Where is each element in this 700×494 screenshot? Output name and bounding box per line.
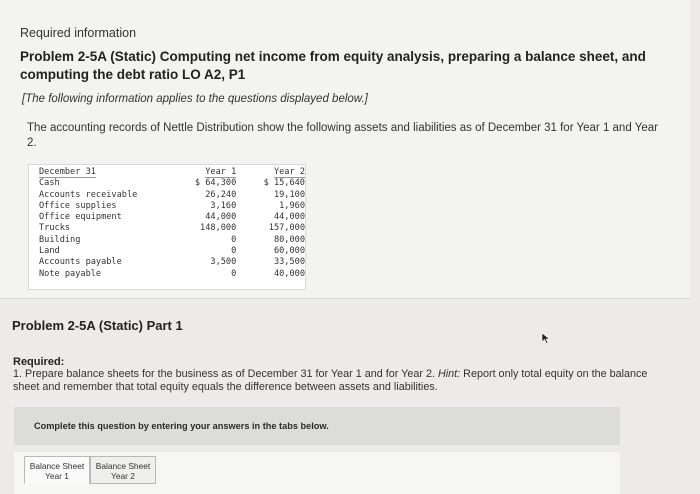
year1-value: 26,240 — [205, 189, 237, 200]
mouse-pointer-icon — [541, 332, 551, 344]
table-row — [39, 178, 305, 189]
year2-value: 19,100 — [273, 189, 305, 200]
account-name: Office equipment — [39, 212, 122, 223]
year1-value: 3,160 — [210, 200, 237, 211]
tab-balance-sheet-year-2[interactable] — [90, 456, 156, 484]
year2-value: 44,000 — [273, 212, 305, 223]
required-main-text: 1. Prepare balance sheets for the business as of December 31 for Year 1 and for Year 2. — [13, 368, 435, 380]
table-row — [39, 235, 305, 246]
instruction-text: Complete this question by entering your answers in the tabs below. — [34, 421, 329, 431]
year2-value: 80,000 — [273, 234, 305, 245]
answer-tabs — [14, 452, 620, 494]
table-row — [39, 212, 305, 223]
applies-note: [The following information applies to the questions displayed below.] — [22, 93, 368, 105]
year1-value: 148,000 — [200, 223, 237, 234]
required-information-heading: Required information — [20, 26, 137, 40]
account-name: Note payable — [39, 268, 102, 279]
table-header-row — [39, 167, 305, 178]
tab-label-line2: Year 2 — [111, 471, 135, 481]
required-label: Required: — [13, 356, 65, 368]
tab-label-line1: Balance Sheet — [29, 461, 85, 471]
year2-value: 40,000 — [273, 268, 305, 279]
year1-value: 0 — [231, 246, 237, 257]
account-name: Cash — [39, 178, 60, 189]
accounts-table-box — [28, 164, 306, 290]
table-row — [39, 246, 305, 257]
year1-value: 44,000 — [205, 212, 237, 223]
account-name: Land — [39, 246, 60, 257]
hint-text: Report only total equity on the balance sheet and remember that total equity equals the difference between assets and liabilities. — [13, 368, 648, 393]
year2-value: 1,960 — [279, 200, 305, 211]
year2-value: 33,500 — [273, 257, 305, 268]
table-row — [39, 201, 305, 212]
table-row — [39, 223, 305, 234]
account-name: Trucks — [39, 223, 71, 234]
tab-label-line2: Year 1 — [45, 471, 69, 481]
problem-description: The accounting records of Nettle Distribution show the following assets and liabilities as of December 31 for Year 1 and Year 2. — [27, 122, 658, 149]
year1-value: 3,500 — [210, 257, 237, 268]
account-name: Building — [39, 234, 81, 245]
required-instructions — [13, 368, 673, 394]
column-header-year1: Year 1 — [205, 167, 237, 177]
hint-label: Hint: — [437, 368, 461, 380]
table-row — [39, 257, 305, 268]
year2-value: 157,000 — [268, 223, 305, 234]
accounts-table — [39, 167, 305, 280]
column-header-year2: Year 2 — [273, 167, 305, 177]
problem-title: Problem 2-5A (Static) Computing net income from equity analysis, preparing a balance sheet, and computing the debt ratio LO A2, P1 — [20, 49, 646, 82]
year2-value: $ 15,640 — [263, 178, 305, 189]
year1-value: 0 — [231, 234, 237, 245]
part-title: Problem 2-5A (Static) Part 1 — [12, 318, 183, 333]
account-name: Accounts receivable — [39, 189, 138, 200]
account-name: Office supplies — [39, 200, 117, 211]
tab-label-line1: Balance Sheet — [95, 461, 151, 471]
column-header-date: December 31 — [39, 167, 96, 177]
tab-balance-sheet-year-1[interactable] — [24, 456, 90, 484]
instruction-bar — [14, 407, 620, 445]
table-row — [39, 269, 305, 280]
table-row — [39, 190, 305, 201]
year1-value: $ 64,300 — [194, 178, 237, 189]
year2-value: 60,000 — [273, 246, 305, 257]
year1-value: 0 — [231, 268, 237, 279]
account-name: Accounts payable — [39, 257, 122, 268]
